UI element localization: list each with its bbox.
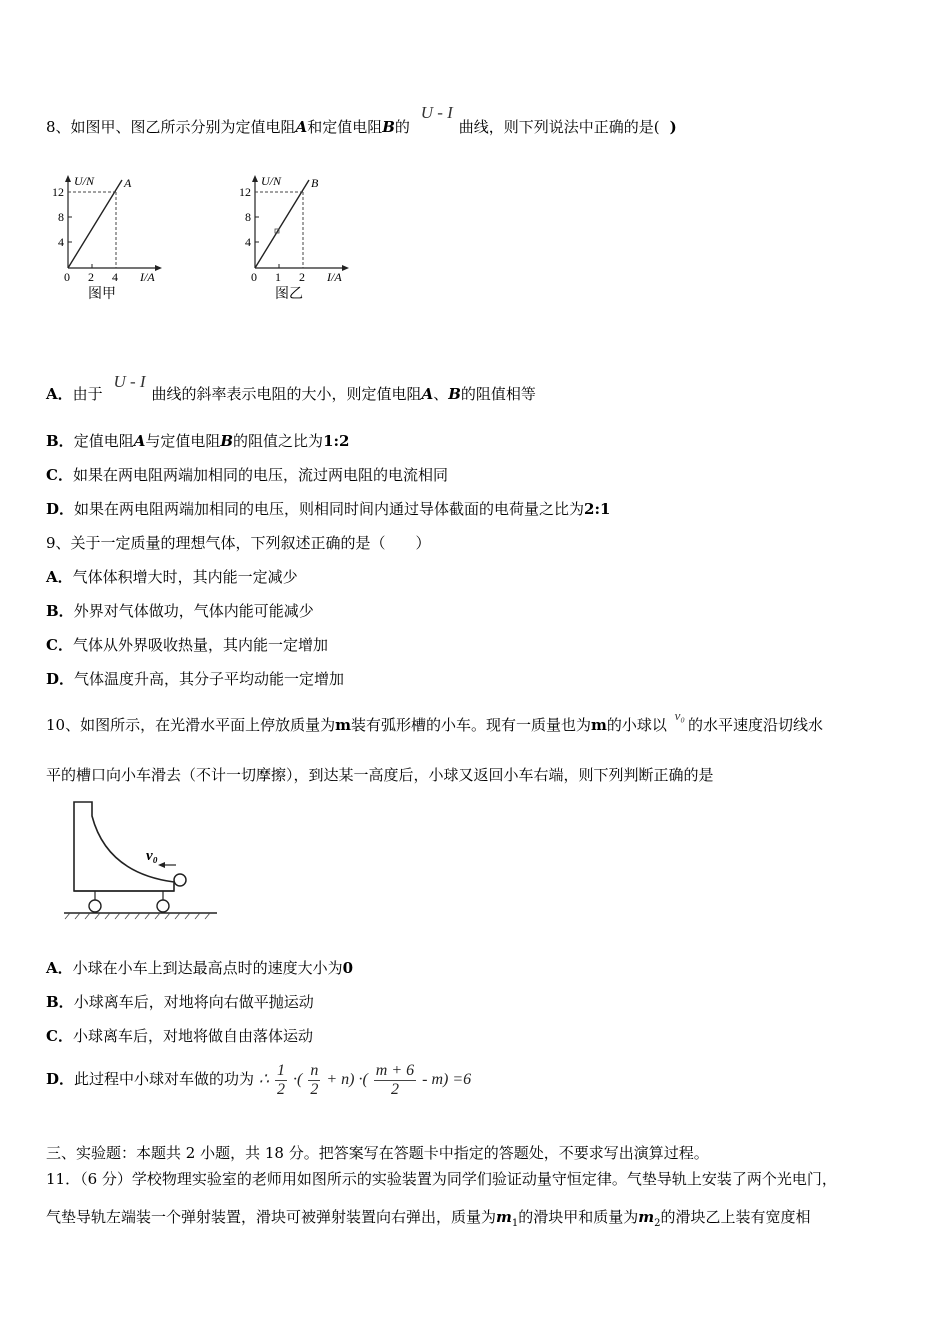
y-tick: 4 — [245, 235, 251, 249]
q9-option-b: B．外界对气体做功，气体内能可能减少 — [46, 602, 314, 620]
x-tick: 0 — [64, 270, 70, 284]
x-axis-label: I/A — [327, 270, 342, 284]
figure-caption: 图甲 — [88, 287, 116, 302]
q8-stem: 8、如图甲、图乙所示分别为定值电阻A和定值电阻B的 U - I曲线，则下列说法中正确的是( ) — [46, 103, 677, 136]
q8-option-d: D．如果在两电阻两端加相同的电压，则相同时间内通过导体截面的电荷量之比为2:1 — [46, 500, 611, 518]
q10-option-d: D．此过程中小球对车做的功为 ∴ $\frac{1}{2}$ ·( $\frac{n}{2}$ + n) ·( $\frac{m + 6}{2}$ - m) =6 — [46, 1062, 472, 1098]
q10-stem-line2: 平的槽口向小车滑去（不计一切摩擦），到达某一高度后，小球又返回小车右端，则下列判断正确的是 — [46, 766, 714, 784]
q10-option-c: C．小球离车后，对地将做自由落体运动 — [46, 1027, 313, 1045]
y-tick: 12 — [52, 185, 64, 199]
x-tick: 2 — [299, 270, 305, 284]
y-tick: 4 — [58, 235, 64, 249]
graph-figure-b — [237, 172, 357, 307]
q8-option-b: B．定值电阻A与定值电阻B的阻值之比为1:2 — [46, 432, 350, 450]
section-3-heading: 三、实验题：本题共 2 小题，共 18 分。把答案写在答题卡中指定的答题处，不要求写出演算过程。 — [46, 1144, 709, 1162]
q10-option-b: B．小球离车后，对地将向右做平抛运动 — [46, 993, 314, 1011]
velocity-label: v₀ — [146, 848, 158, 864]
curve-label: B — [311, 176, 319, 190]
q9-option-d: D．气体温度升高，其分子平均动能一定增加 — [46, 670, 345, 688]
q9-option-a: A．气体体积增大时，其内能一定减少 — [46, 568, 298, 586]
y-axis-label: U/N — [74, 174, 95, 188]
q11-line2: 气垫导轨左端装一个弹射装置，滑块可被弹射装置向右弹出，质量为$m_1$的滑块甲和质量为$m_2$的滑块乙上装有宽度相 — [46, 1208, 811, 1229]
x-axis-label: I/A — [140, 270, 155, 284]
x-tick: 0 — [251, 270, 257, 284]
x-tick: 4 — [112, 270, 118, 284]
cart-figure — [62, 798, 222, 928]
y-tick: 12 — [239, 185, 251, 199]
graph-figure-a — [50, 172, 170, 307]
q8-option-c: C．如果在两电阻两端加相同的电压，流过两电阻的电流相同 — [46, 466, 448, 484]
q8-option-a: A．由于 U - I曲线的斜率表示电阻的大小，则定值电阻A、B的阻值相等 — [46, 372, 536, 403]
x-tick: 2 — [88, 270, 94, 284]
q10-stem-line1: 10、如图所示，在光滑水平面上停放质量为m装有弧形槽的小车。现有一质量也为m的小球以 v₀的水平速度沿切线水 — [46, 708, 823, 734]
y-axis-label: U/N — [261, 174, 282, 188]
figure-caption: 图乙 — [275, 287, 303, 302]
q9-option-c: C．气体从外界吸收热量，其内能一定增加 — [46, 636, 328, 654]
q9-stem: 9、关于一定质量的理想气体，下列叙述正确的是（ ） — [46, 534, 431, 552]
x-tick: 1 — [275, 270, 281, 284]
curve-label: A — [124, 176, 132, 190]
formula: ∴ $\frac{1}{2}$ ·( $\frac{n}{2}$ + n) ·( $\frac{m + 6}{2}$ - m) =6 — [258, 1062, 472, 1098]
q11-line1: 11．（6 分）学校物理实验室的老师用如图所示的实验装置为同学们验证动量守恒定律。气垫导轨上安装了两个光电门， — [46, 1170, 837, 1188]
q10-option-a: A．小球在小车上到达最高点时的速度大小为0 — [46, 959, 354, 977]
y-tick: 8 — [58, 210, 64, 224]
y-tick: 8 — [245, 210, 251, 224]
